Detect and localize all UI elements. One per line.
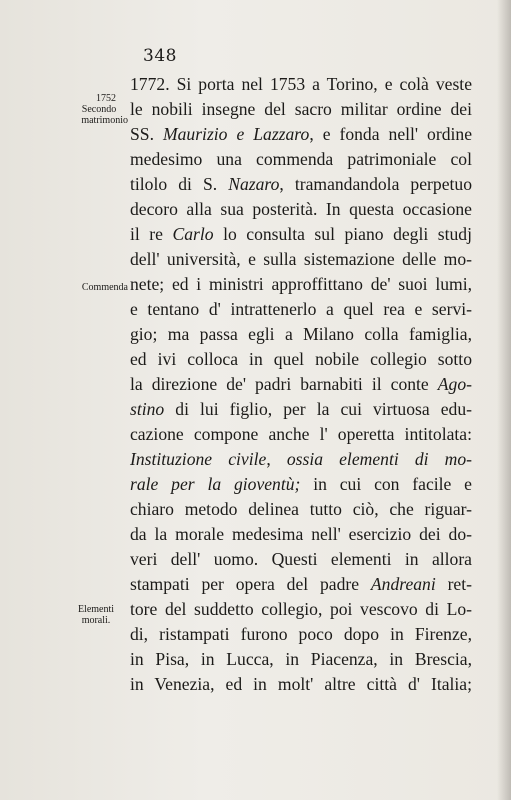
- body-line: nete; ed i ministri approffittano de' suoi lumi,: [130, 274, 472, 294]
- body-line: 1772. Si porta nel 1753 a Torino, e colà veste: [130, 74, 472, 94]
- margin-note-line: Secondo: [81, 104, 117, 115]
- italic-name: Maurizio e Lazzaro: [162, 124, 310, 144]
- body-line: dell' università, e sulla sistemazione delle mo-: [130, 249, 472, 269]
- italic-title: ossia elementi di mo-: [286, 449, 472, 469]
- body-line: da la morale medesima nell' esercizio dei do-: [130, 524, 472, 544]
- italic-title: Instituzione civile: [130, 449, 267, 469]
- italic-title: rale per la gioventù;: [130, 474, 301, 494]
- body-line-agostino: la direzione de' padri barnabiti il conte Ago-: [130, 374, 472, 394]
- margin-note-line: Elementi: [77, 604, 115, 615]
- body-line: in Venezia, ed in molt' altre città d' Italia;: [130, 674, 472, 694]
- margin-note-line: morali.: [81, 615, 111, 626]
- body-line-stino: stino di lui figlio, per la cui virtuosa edu-: [130, 399, 472, 419]
- body-line: ed ivi colloca in quel nobile collegio sotto: [130, 349, 472, 369]
- body-line: di, ristampati furono poco dopo in Firenze,: [130, 624, 472, 644]
- body-line-andreani: stampati per opera del padre Andreani ret-: [130, 574, 472, 594]
- margin-note-secondo-matrimonio: [60, 93, 128, 126]
- body-line: in Pisa, in Lucca, in Piacenza, in Brescia,: [130, 649, 472, 669]
- body-line-title: Instituzione civile, ossia elementi di mo-: [130, 449, 472, 469]
- body-line: le nobili insegne del sacro militar ordine dei: [130, 99, 472, 119]
- italic-name: Nazaro: [228, 174, 280, 194]
- margin-note-commenda: [60, 282, 128, 293]
- italic-name: stino: [130, 399, 165, 419]
- body-line: chiaro metodo delinea tutto ciò, che riguar-: [130, 499, 472, 519]
- italic-name: Carlo: [172, 224, 214, 244]
- body-line: veri dell' uomo. Questi elementi in allora: [130, 549, 472, 569]
- body-line-carlo: il re Carlo lo consulta sul piano degli studj: [130, 224, 472, 244]
- body-line: gio; ma passa egli a Milano colla famiglia,: [130, 324, 472, 344]
- body-line: e tentano d' intrattenerlo a quel rea e servi-: [130, 299, 472, 319]
- body-line: tore del suddetto collegio, poi vescovo di Lo-: [130, 599, 472, 619]
- page-number: 348: [143, 46, 177, 66]
- page-edge-shadow: [497, 0, 511, 800]
- body-line: cazione compone anche l' operetta intitolata:: [130, 424, 472, 444]
- margin-note-line: Commenda: [81, 282, 128, 293]
- margin-note-elementi-morali: [66, 604, 126, 626]
- body-line-title-cont: rale per la gioventù; in cui con facile e: [130, 474, 472, 494]
- body-line: medesimo una commenda patrimoniale col: [130, 149, 472, 169]
- body-line-nazaro: tilolo di S. Nazaro, tramandandola perpetuo: [130, 174, 472, 194]
- body-line: decoro alla sua posterità. In questa occasione: [130, 199, 472, 219]
- italic-name: Andreani: [370, 574, 436, 594]
- margin-note-line: matrimonio: [81, 115, 128, 126]
- body-line-ss-maurizio: SS. Maurizio e Lazzaro, e fonda nell' ordine: [130, 124, 473, 144]
- italic-name: Ago-: [437, 374, 472, 394]
- margin-note-line: 1752: [96, 93, 116, 104]
